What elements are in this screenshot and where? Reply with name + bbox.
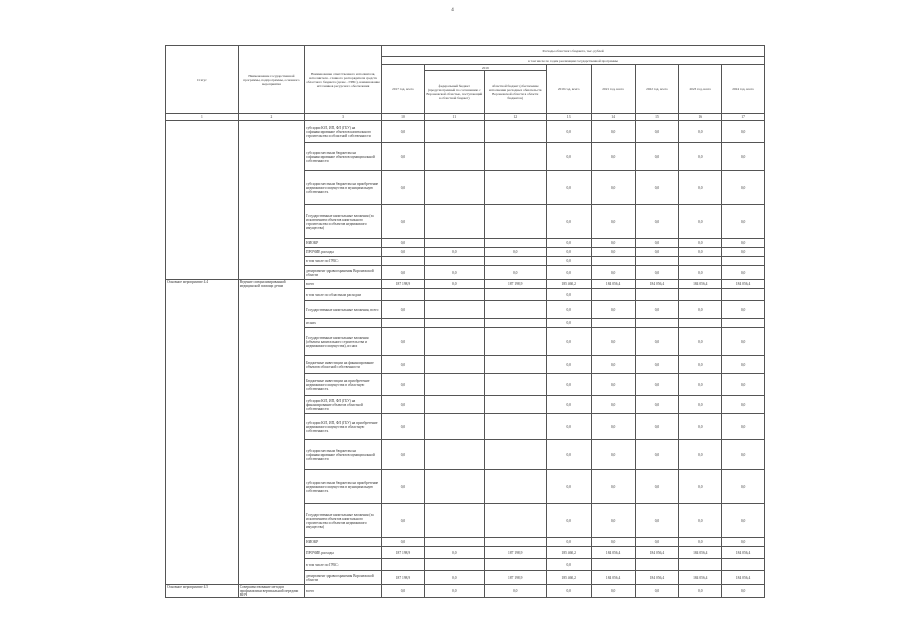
value-cell: 0,0	[546, 319, 591, 328]
value-cell: 185 460,2	[546, 547, 591, 559]
value-cell	[424, 470, 484, 504]
value-cell: 0,0	[635, 396, 679, 414]
value-cell: 0,0	[546, 143, 591, 171]
value-cell: 187 198,9	[484, 547, 546, 559]
value-cell	[424, 374, 484, 396]
value-cell: 0,0	[635, 143, 679, 171]
column-number: 12	[484, 114, 546, 121]
value-cell	[424, 301, 484, 319]
value-cell: 0,0	[635, 504, 679, 538]
value-cell: 0,0	[679, 328, 722, 356]
column-number-row	[166, 114, 765, 121]
source-cell: из них	[305, 319, 382, 328]
value-cell	[484, 374, 546, 396]
value-cell: 0,0	[679, 396, 722, 414]
value-cell: 0,0	[382, 440, 425, 470]
source-cell: департамент здравоохранения Воронежской области	[305, 266, 382, 280]
value-cell: 0,0	[546, 301, 591, 319]
value-cell: 0,0	[591, 328, 635, 356]
value-cell: 0,0	[635, 121, 679, 143]
header-col-2021: 2021 год, всего	[591, 65, 635, 114]
value-cell: 184 056,4	[591, 547, 635, 559]
value-cell: 0,0	[382, 328, 425, 356]
value-cell	[484, 328, 546, 356]
value-cell: 0,0	[382, 171, 425, 205]
value-cell: 0,0	[591, 440, 635, 470]
source-cell: Государственные капитальные вложения (за исключением объектов капитального строительства и объектов недвижимого имущества)	[305, 504, 382, 538]
value-cell	[382, 559, 425, 571]
header-col-reg: областной бюджет (обеспечение исполнения расходных обязательств Воронежской области в области бюджетов)	[484, 71, 546, 114]
value-cell	[424, 171, 484, 205]
source-cell: Государственные капитальные вложения, всего	[305, 301, 382, 319]
value-cell: 0,0	[591, 396, 635, 414]
value-cell	[679, 257, 722, 266]
source-cell: ПРОЧИЕ расходы	[305, 248, 382, 257]
header-col-2017: 2017 год, всего	[382, 65, 425, 114]
value-cell: 0,0	[546, 289, 591, 301]
header-col-2023: 2023 год, всего	[679, 65, 722, 114]
value-cell: 187 198,9	[484, 280, 546, 289]
source-cell: Государственные капитальные вложения (за исключением объектов капитального строительства и объектов недвижимого имущества)	[305, 205, 382, 239]
value-cell: 0,0	[546, 239, 591, 248]
value-cell	[424, 414, 484, 440]
source-cell: субсидии местным бюджетам на приобретение недвижимого имущества в муниципальную собственность	[305, 171, 382, 205]
header-col-2022: 2022 год, всего	[635, 65, 679, 114]
column-number: 11	[424, 114, 484, 121]
value-cell	[484, 396, 546, 414]
value-cell	[424, 538, 484, 547]
value-cell: 0,0	[546, 248, 591, 257]
value-cell: 0,0	[546, 504, 591, 538]
value-cell: 0,0	[722, 585, 765, 598]
value-cell: 0,0	[546, 538, 591, 547]
value-cell	[424, 289, 484, 301]
value-cell: 0,0	[635, 301, 679, 319]
value-cell	[484, 538, 546, 547]
value-cell: 184 056,4	[591, 280, 635, 289]
value-cell	[635, 289, 679, 301]
value-cell: 0,0	[424, 547, 484, 559]
value-cell	[424, 143, 484, 171]
value-cell	[484, 289, 546, 301]
value-cell: 0,0	[591, 121, 635, 143]
value-cell: 0,0	[591, 504, 635, 538]
source-cell: всего	[305, 280, 382, 289]
value-cell: 0,0	[722, 440, 765, 470]
value-cell: 0,0	[635, 328, 679, 356]
value-cell: 0,0	[635, 585, 679, 598]
source-cell: субсидии местным бюджетам на приобретение недвижимого имущества в муниципальную собственность	[305, 470, 382, 504]
status-cell	[166, 121, 239, 280]
value-cell: 0,0	[635, 171, 679, 205]
value-cell: 184 056,4	[722, 547, 765, 559]
value-cell	[424, 319, 484, 328]
header-budget-group: Расходы областного бюджета, тыс. рублей	[382, 46, 765, 57]
value-cell: 0,0	[679, 504, 722, 538]
value-cell: 0,0	[679, 414, 722, 440]
value-cell	[484, 205, 546, 239]
value-cell	[382, 319, 425, 328]
value-cell: 0,0	[722, 470, 765, 504]
value-cell	[424, 328, 484, 356]
value-cell	[591, 257, 635, 266]
value-cell: 184 056,4	[635, 547, 679, 559]
source-cell: Государственные капитальные вложения (объекты капитального строительства и недвижимого имущества), из них	[305, 328, 382, 356]
value-cell	[484, 171, 546, 205]
value-cell: 0,0	[635, 414, 679, 440]
status-cell: Основное мероприятие 4.4	[166, 280, 239, 585]
value-cell: 0,0	[546, 440, 591, 470]
value-cell: 0,0	[679, 356, 722, 374]
value-cell	[484, 143, 546, 171]
value-cell: 184 056,4	[635, 280, 679, 289]
value-cell: 0,0	[382, 585, 425, 598]
value-cell: 0,0	[591, 171, 635, 205]
value-cell: 184 056,4	[591, 571, 635, 585]
column-number: 1	[166, 114, 239, 121]
source-cell: Бюджетные инвестиции на финансирование объектов областной собственности	[305, 356, 382, 374]
value-cell: 0,0	[382, 538, 425, 547]
value-cell: 0,0	[679, 585, 722, 598]
header-year-2019: 2019	[424, 65, 546, 71]
value-cell: 0,0	[591, 470, 635, 504]
value-cell	[679, 319, 722, 328]
value-cell: 0,0	[679, 143, 722, 171]
value-cell	[484, 257, 546, 266]
value-cell: 0,0	[635, 205, 679, 239]
value-cell	[424, 239, 484, 248]
source-cell: субсидии ЮЛ, ИП, ФЛ (ГБУ) на приобретение недвижимого имущества в областную собственность	[305, 414, 382, 440]
value-cell: 0,0	[722, 396, 765, 414]
value-cell: 0,0	[382, 470, 425, 504]
value-cell: 0,0	[546, 470, 591, 504]
value-cell: 0,0	[546, 396, 591, 414]
value-cell: 187 198,9	[382, 280, 425, 289]
value-cell: 0,0	[635, 356, 679, 374]
source-cell: ПРОЧИЕ расходы	[305, 547, 382, 559]
source-cell: Бюджетные инвестиции на приобретение недвижимого имущества в областную собственность	[305, 374, 382, 396]
value-cell: 0,0	[722, 171, 765, 205]
value-cell: 187 198,9	[382, 571, 425, 585]
column-number: 2	[238, 114, 304, 121]
value-cell: 0,0	[424, 266, 484, 280]
value-cell: 0,0	[546, 257, 591, 266]
value-cell: 187 198,9	[484, 571, 546, 585]
value-cell: 0,0	[546, 585, 591, 598]
column-number: 16	[679, 114, 722, 121]
value-cell: 0,0	[722, 143, 765, 171]
value-cell: 0,0	[679, 538, 722, 547]
value-cell: 0,0	[382, 248, 425, 257]
source-cell: НИОКР	[305, 538, 382, 547]
budget-table	[165, 45, 765, 598]
value-cell: 0,0	[382, 301, 425, 319]
value-cell	[484, 504, 546, 538]
value-cell: 0,0	[591, 205, 635, 239]
value-cell: 0,0	[591, 248, 635, 257]
value-cell: 0,0	[546, 356, 591, 374]
value-cell	[484, 301, 546, 319]
value-cell: 0,0	[722, 239, 765, 248]
value-cell: 0,0	[546, 559, 591, 571]
value-cell: 0,0	[591, 414, 635, 440]
budget-sheet	[165, 45, 765, 598]
value-cell: 0,0	[679, 171, 722, 205]
source-cell: субсидии ЮЛ, ИП, ФЛ (ГБУ) на софинансирование объектов капитального строительства и областной собственности	[305, 121, 382, 143]
value-cell: 184 056,4	[635, 571, 679, 585]
source-cell: департамент здравоохранения Воронежской области	[305, 571, 382, 585]
value-cell: 0,0	[382, 374, 425, 396]
value-cell: 0,0	[591, 143, 635, 171]
source-cell: в том числе по ГРБС:	[305, 559, 382, 571]
value-cell: 0,0	[484, 248, 546, 257]
value-cell: 0,0	[722, 356, 765, 374]
value-cell: 187 198,9	[382, 547, 425, 559]
value-cell: 0,0	[591, 538, 635, 547]
program-name-cell	[238, 121, 304, 280]
value-cell: 0,0	[382, 143, 425, 171]
value-cell: 0,0	[424, 571, 484, 585]
value-cell: 0,0	[635, 470, 679, 504]
value-cell: 0,0	[382, 121, 425, 143]
value-cell: 0,0	[546, 266, 591, 280]
value-cell: 0,0	[424, 248, 484, 257]
value-cell: 0,0	[722, 121, 765, 143]
value-cell: 0,0	[591, 356, 635, 374]
value-cell: 0,0	[635, 266, 679, 280]
value-cell: 0,0	[382, 396, 425, 414]
value-cell	[424, 121, 484, 143]
value-cell: 185 460,2	[546, 280, 591, 289]
header-col-2024: 2024 год, всего	[722, 65, 765, 114]
value-cell	[424, 440, 484, 470]
value-cell: 0,0	[722, 328, 765, 356]
value-cell: 0,0	[591, 239, 635, 248]
value-cell: 0,0	[484, 585, 546, 598]
value-cell: 0,0	[546, 414, 591, 440]
value-cell	[484, 414, 546, 440]
value-cell: 0,0	[382, 239, 425, 248]
value-cell: 0,0	[484, 266, 546, 280]
source-cell: в том числе по ГРБС:	[305, 257, 382, 266]
status-cell: Основное мероприятие 4.5	[166, 585, 239, 598]
value-cell: 0,0	[546, 328, 591, 356]
source-cell: субсидии местным бюджетам на софинансирование объектов муниципальной собственности	[305, 143, 382, 171]
value-cell: 0,0	[722, 374, 765, 396]
value-cell: 0,0	[591, 374, 635, 396]
column-number: 14	[591, 114, 635, 121]
value-cell	[722, 289, 765, 301]
value-cell: 0,0	[591, 266, 635, 280]
value-cell: 0,0	[635, 374, 679, 396]
value-cell	[424, 559, 484, 571]
value-cell	[679, 559, 722, 571]
column-number: 13	[546, 114, 591, 121]
value-cell	[484, 356, 546, 374]
program-name-cell: Ведение специализированной медицинской помощи детям	[238, 280, 304, 585]
column-number: 3	[305, 114, 382, 121]
table-body	[166, 121, 765, 598]
value-cell	[722, 559, 765, 571]
value-cell: 0,0	[722, 205, 765, 239]
source-cell: в том числе по областным расходам	[305, 289, 382, 301]
value-cell: 0,0	[635, 440, 679, 470]
value-cell: 184 056,4	[679, 571, 722, 585]
value-cell: 0,0	[635, 248, 679, 257]
value-cell: 0,0	[722, 301, 765, 319]
table-row	[166, 585, 765, 598]
value-cell	[722, 257, 765, 266]
value-cell	[591, 319, 635, 328]
value-cell	[382, 257, 425, 266]
source-cell: субсидии ЮЛ, ИП, ФЛ (ГБУ) на финансирование объектов областной собственности	[305, 396, 382, 414]
value-cell: 0,0	[679, 121, 722, 143]
value-cell	[424, 257, 484, 266]
value-cell: 0,0	[424, 280, 484, 289]
value-cell: 0,0	[382, 205, 425, 239]
header-status: Статус	[166, 46, 239, 114]
value-cell	[591, 559, 635, 571]
page-number: 4	[451, 8, 454, 13]
source-cell: субсидии местным бюджетам на софинансирование объектов муниципальной собственности	[305, 440, 382, 470]
value-cell	[424, 504, 484, 538]
value-cell: 0,0	[424, 585, 484, 598]
value-cell: 0,0	[679, 374, 722, 396]
value-cell: 0,0	[722, 266, 765, 280]
value-cell	[424, 396, 484, 414]
header-incl-realization: в том числе по годам реализации государственной программы	[382, 57, 765, 65]
value-cell	[635, 319, 679, 328]
value-cell	[722, 319, 765, 328]
column-number: 17	[722, 114, 765, 121]
value-cell: 0,0	[591, 301, 635, 319]
value-cell: 0,0	[546, 121, 591, 143]
value-cell: 0,0	[722, 248, 765, 257]
value-cell: 0,0	[679, 470, 722, 504]
value-cell	[484, 440, 546, 470]
value-cell: 0,0	[546, 374, 591, 396]
value-cell	[424, 356, 484, 374]
value-cell	[679, 289, 722, 301]
value-cell: 0,0	[382, 414, 425, 440]
value-cell: 0,0	[382, 356, 425, 374]
value-cell	[591, 289, 635, 301]
value-cell: 0,0	[591, 585, 635, 598]
value-cell	[484, 470, 546, 504]
value-cell: 0,0	[546, 205, 591, 239]
value-cell: 0,0	[679, 205, 722, 239]
value-cell: 0,0	[382, 504, 425, 538]
value-cell: 184 056,4	[722, 571, 765, 585]
value-cell: 0,0	[679, 440, 722, 470]
source-cell: всего	[305, 585, 382, 598]
value-cell: 0,0	[635, 239, 679, 248]
value-cell: 0,0	[679, 248, 722, 257]
header-col-fed: федеральный бюджет (предусмотренный по соглашению с Воронежской областью, поступающий в областной бюджет)	[424, 71, 484, 114]
value-cell: 0,0	[679, 239, 722, 248]
value-cell: 0,0	[722, 538, 765, 547]
program-name-cell: Совершенствование методов профилактики вертикальной передачи ВИЧ	[238, 585, 304, 598]
value-cell: 0,0	[382, 266, 425, 280]
value-cell: 0,0	[546, 171, 591, 205]
table-row	[166, 280, 765, 289]
source-cell: НИОКР	[305, 239, 382, 248]
value-cell	[484, 559, 546, 571]
value-cell	[484, 121, 546, 143]
value-cell: 0,0	[679, 266, 722, 280]
value-cell	[635, 257, 679, 266]
header-responsible: Наименование ответственного исполнителя, исполнителя - главного распорядителя средств областного бюджета (далее - ГРБС), наименование источников ресурсного обеспечения	[305, 46, 382, 114]
value-cell: 184 056,4	[679, 547, 722, 559]
header-program-name: Наименование государственной программы, подпрограммы, основного мероприятия	[238, 46, 304, 114]
value-cell	[382, 289, 425, 301]
value-cell: 0,0	[635, 538, 679, 547]
value-cell: 184 056,4	[722, 280, 765, 289]
value-cell	[484, 319, 546, 328]
value-cell: 0,0	[679, 301, 722, 319]
value-cell: 185 460,2	[546, 571, 591, 585]
value-cell	[635, 559, 679, 571]
value-cell	[424, 205, 484, 239]
column-number: 15	[635, 114, 679, 121]
value-cell: 184 056,4	[679, 280, 722, 289]
value-cell	[484, 239, 546, 248]
value-cell: 0,0	[722, 414, 765, 440]
value-cell: 0,0	[722, 504, 765, 538]
header-col-2019: 2019 год, всего	[546, 65, 591, 114]
table-row	[166, 121, 765, 143]
column-number: 10	[382, 114, 425, 121]
